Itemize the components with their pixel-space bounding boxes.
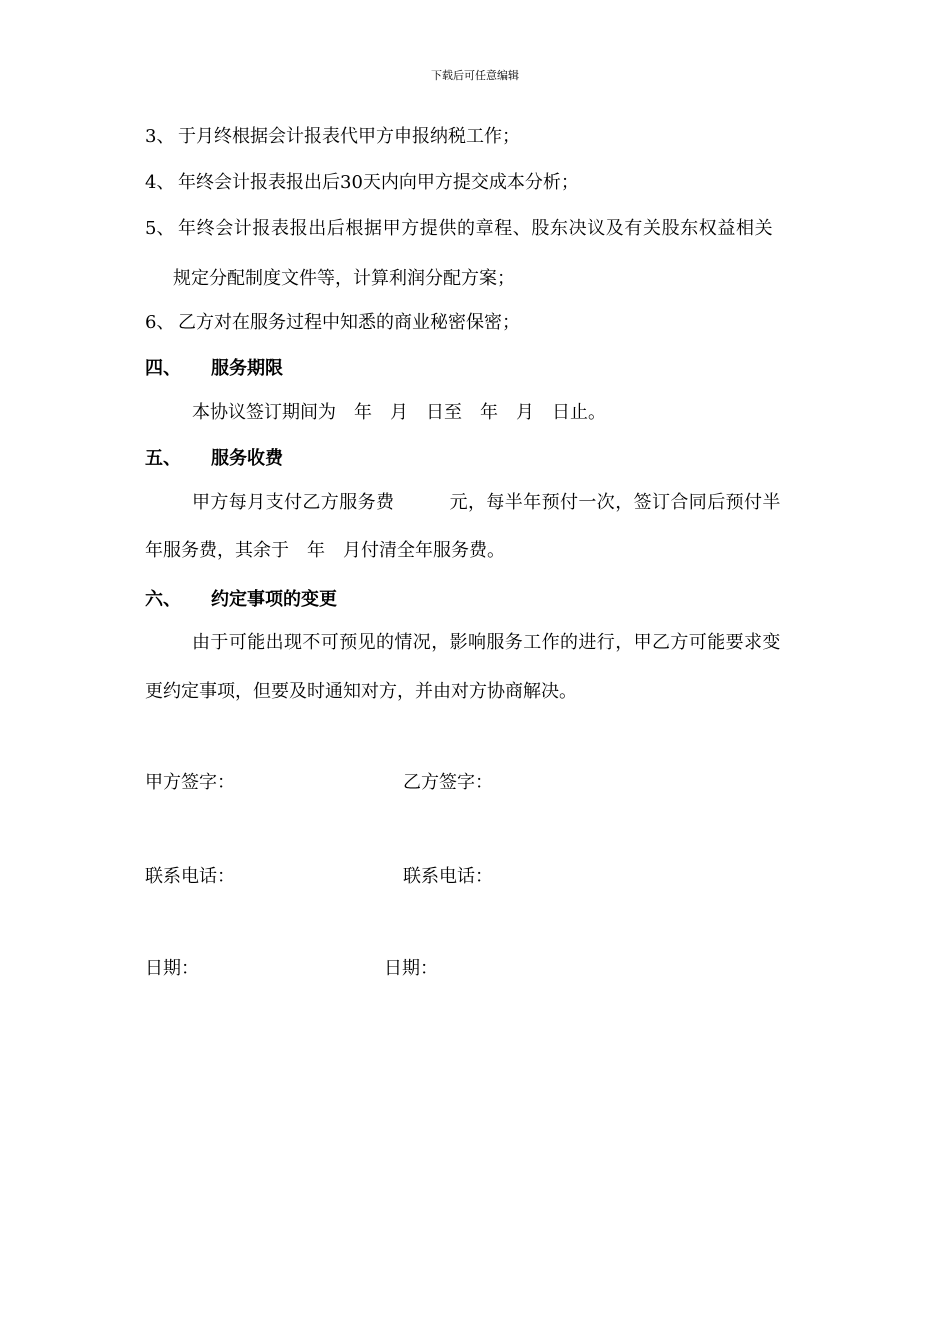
- section-paragraph: 甲方每月支付乙方服务费 元，每半年预付一次，签订合同后预付半: [192, 492, 781, 513]
- party-a-signature-label: 甲方签字：: [145, 772, 235, 793]
- page-header: 下载后可任意编辑: [431, 69, 519, 82]
- item-text: 乙方对在服务过程中知悉的商业秘密保密；: [178, 312, 520, 333]
- section-paragraph: 年服务费，其余于 年 月付清全年服务费。: [145, 540, 505, 561]
- section-number: 六、: [145, 589, 181, 610]
- item-text: 于月终根据会计报表代甲方申报纳税工作；: [178, 126, 520, 147]
- section-number: 四、: [145, 358, 181, 379]
- item-text-continued: 规定分配制度文件等，计算利润分配方案；: [173, 268, 515, 289]
- section-title: 约定事项的变更: [211, 589, 337, 610]
- section-title: 服务收费: [211, 448, 283, 469]
- party-b-signature-label: 乙方签字：: [403, 772, 493, 793]
- party-b-phone-label: 联系电话：: [403, 866, 493, 887]
- item-text: 年终会计报表报出后根据甲方提供的章程、股东决议及有关股东权益相关: [178, 218, 774, 239]
- section-paragraph: 本协议签订期间为 年 月 日至 年 月 日止。: [192, 402, 606, 423]
- item-number: 4、: [145, 172, 175, 193]
- section-paragraph: 由于可能出现不可预见的情况，影响服务工作的进行，甲乙方可能要求变: [192, 632, 781, 653]
- party-a-phone-label: 联系电话：: [145, 866, 235, 887]
- item-number: 3、: [145, 126, 175, 147]
- item-number: 5、: [145, 218, 175, 239]
- section-paragraph: 更约定事项，但要及时通知对方，并由对方协商解决。: [145, 681, 577, 702]
- item-text: 年终会计报表报出后30天内向甲方提交成本分析；: [178, 172, 579, 193]
- section-number: 五、: [145, 448, 181, 469]
- party-a-date-label: 日期：: [145, 958, 199, 979]
- item-number: 6、: [145, 312, 175, 333]
- party-b-date-label: 日期：: [384, 958, 438, 979]
- section-title: 服务期限: [211, 358, 283, 379]
